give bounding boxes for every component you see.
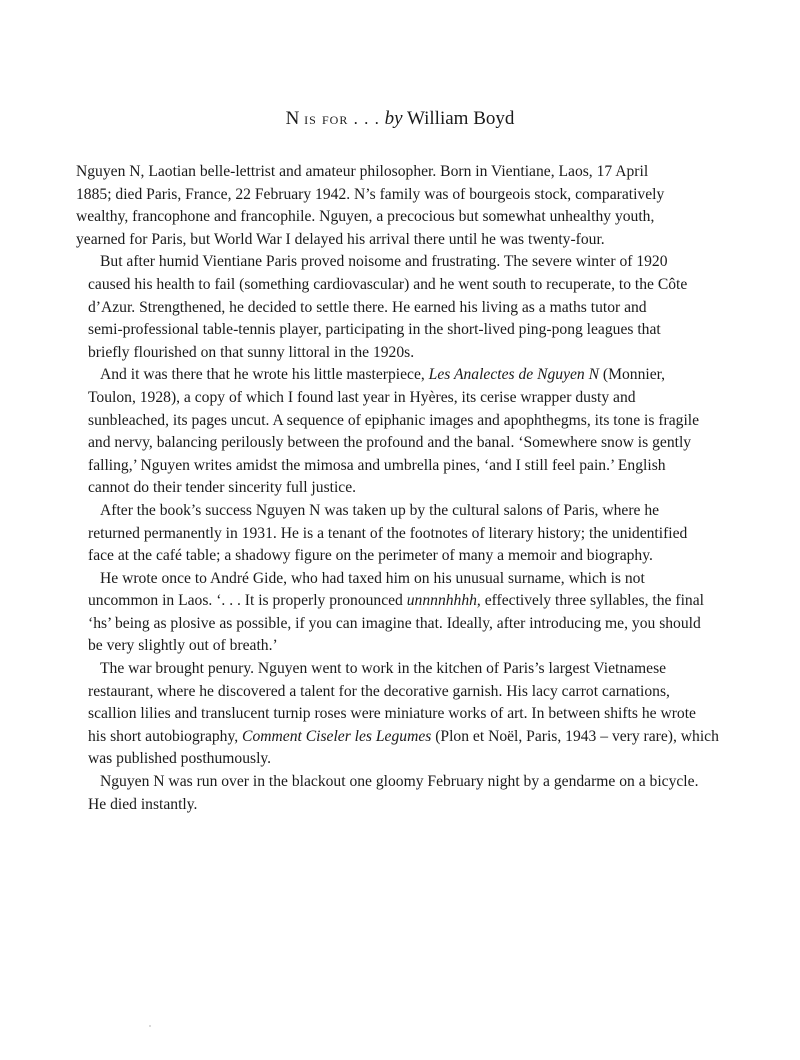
text-run: d’Azur. Strengthened, he decided to settle there. He earned his living as a maths tutor and <box>88 298 647 316</box>
text-run: scallion lilies and translucent turnip roses were miniature works of art. In between shifts he wrote <box>88 705 696 723</box>
text-line <box>76 184 665 207</box>
text-line <box>76 432 692 455</box>
text-line <box>76 748 627 771</box>
paragraph <box>76 364 700 500</box>
text-run: Nguyen N, Laotian belle-lettrist and amateur philosopher. Born in Vientiane, Laos, 17 April <box>76 163 649 180</box>
text-run: The war brought penury. Nguyen went to work in the kitchen of Paris’s largest Vietnamese <box>100 660 667 678</box>
text-run: He died instantly. <box>88 795 198 813</box>
text-run: wealthy, francophone and francophile. Nguyen, a precocious but somewhat unhealthy youth, <box>76 208 655 226</box>
text-run: his short autobiography, <box>88 727 243 745</box>
text-run: semi-professional table-tennis player, participating in the short-lived ping-pong leagues that <box>88 321 661 339</box>
text-line <box>76 794 627 817</box>
text-line <box>76 251 668 274</box>
text-line <box>76 297 647 320</box>
text-line <box>76 319 661 342</box>
text-run: , effectively three syllables, the final <box>476 592 704 610</box>
text-line <box>76 658 667 681</box>
text-line <box>76 545 653 568</box>
text-run: (Monnier, <box>599 366 666 384</box>
text-run: He wrote once to André Gide, who had taxed him on his unusual surname, which is not <box>100 569 645 587</box>
paragraph <box>76 161 665 251</box>
title-is-for: is for . . . <box>304 109 380 128</box>
text-run: sunbleached, its pages uncut. A sequence of epiphanic images and apophthegms, its tone is fragile <box>88 411 700 429</box>
text-line <box>76 410 700 433</box>
text-line <box>76 523 688 546</box>
text-run: returned permanently in 1931. He is a tenant of the footnotes of literary history; the unidentified <box>88 524 688 542</box>
text-run: ‘hs’ being as plosive as possible, if you can imagine that. Ideally, after introducing me, you should <box>88 614 701 632</box>
text-run: be very slightly out of breath.’ <box>88 637 278 655</box>
text-run: falling,’ Nguyen writes amidst the mimosa and umbrella pines, ‘and I still feel pain.’ English <box>88 456 666 474</box>
text-run: uncommon in Laos. ‘. . . It is properly pronounced <box>88 592 407 610</box>
text-line <box>76 229 627 252</box>
italic-title-text: unnnnhhhh <box>406 592 477 610</box>
text-run: After the book’s success Nguyen N was taken up by the cultural salons of Paris, where he <box>100 501 660 519</box>
title-author: William Boyd <box>406 108 515 129</box>
paragraph <box>76 658 719 771</box>
text-line <box>76 726 719 749</box>
text-line <box>76 613 701 636</box>
paragraph <box>76 771 699 816</box>
text-line <box>76 455 666 478</box>
text-run: and nervy, balancing perilously between the profound and the banal. ‘Somewhere snow is gently <box>88 434 692 452</box>
text-line <box>76 364 666 387</box>
text-run: But after humid Vientiane Paris proved noisome and frustrating. The severe winter of 1920 <box>100 253 668 271</box>
paragraph <box>76 568 704 658</box>
text-line <box>76 206 655 229</box>
italic-title-text: Comment Ciseler les Legumes <box>242 727 432 745</box>
text-line <box>76 500 660 523</box>
text-run: restaurant, where he discovered a talent for the decorative garnish. His lacy carrot carnations, <box>88 682 670 700</box>
text-run: yearned for Paris, but World War I delayed his arrival there until he was twenty-four. <box>76 230 605 248</box>
text-run: Toulon, 1928), a copy of which I found last year in Hyères, its cerise wrapper dusty and <box>88 388 636 406</box>
text-line <box>76 161 649 184</box>
chapter-title <box>0 107 800 131</box>
text-run: cannot do their tender sincerity full justice. <box>88 479 357 497</box>
text-run: was published posthumously. <box>88 750 272 768</box>
text-run: caused his health to fail (something cardiovascular) and he went south to recuperate, to the Côte <box>88 275 688 293</box>
text-line <box>76 342 627 365</box>
text-line <box>76 703 696 726</box>
italic-title-text: Les Analectes de Nguyen N <box>428 366 600 384</box>
title-by: by <box>384 108 403 129</box>
text-run: And it was there that he wrote his little masterpiece, <box>100 366 429 384</box>
text-run: (Plon et Noël, Paris, 1943 – very rare), which <box>431 727 719 745</box>
text-line <box>76 387 636 410</box>
text-line <box>76 477 627 500</box>
article-body <box>76 161 719 816</box>
page-speck <box>149 1025 151 1027</box>
text-run: Nguyen N was run over in the blackout one gloomy February night by a gendarme on a bicycle. <box>100 773 699 791</box>
text-run: 1885; died Paris, France, 22 February 1942. N’s family was of bourgeois stock, comparatively <box>76 185 665 203</box>
text-run: briefly flourished on that sunny littoral in the 1920s. <box>88 343 415 361</box>
text-line <box>76 590 704 613</box>
text-line <box>76 274 688 297</box>
paragraph <box>76 251 688 364</box>
text-line <box>76 568 645 591</box>
text-line <box>76 771 699 794</box>
title-letter: N <box>285 108 300 129</box>
text-line <box>76 635 627 658</box>
text-line <box>76 681 670 704</box>
text-run: face at the café table; a shadowy figure on the perimeter of many a memoir and biography. <box>88 547 653 565</box>
paragraph <box>76 500 688 568</box>
